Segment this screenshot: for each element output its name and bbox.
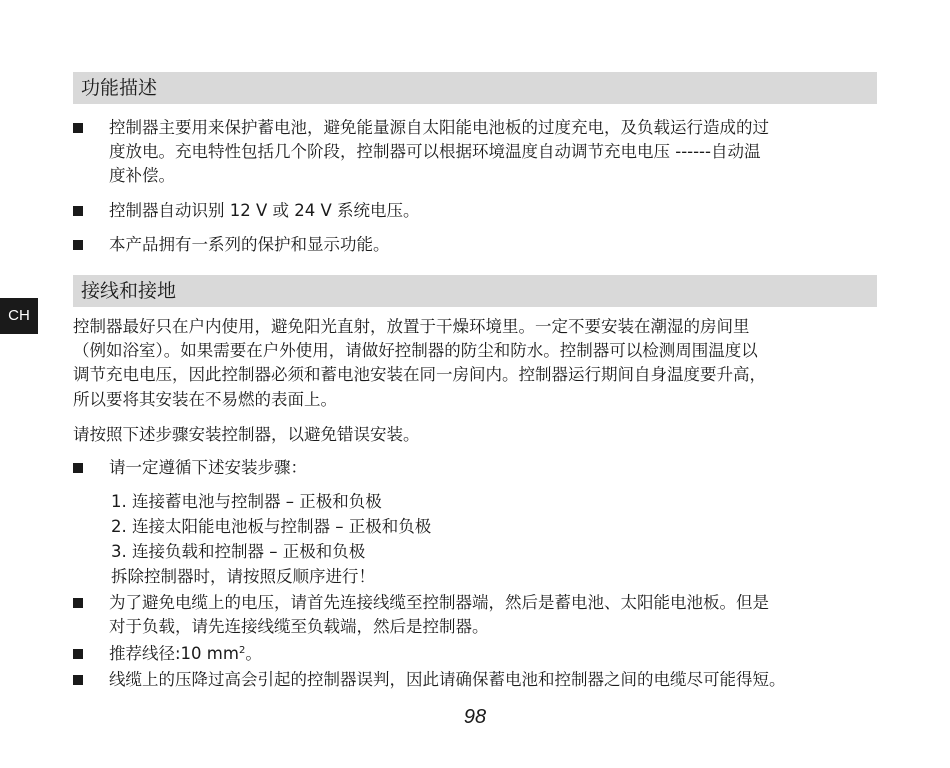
text-line: 所以要将其安装在不易燃的表面上。 (73, 390, 337, 409)
install-step: 2. 连接太阳能电池板与控制器 – 正极和负极 (111, 517, 432, 536)
text-line (109, 642, 262, 666)
text-line: 度补偿。 (109, 166, 175, 185)
bullet-marker (73, 206, 83, 216)
bullet-marker (73, 598, 83, 608)
text-line: 控制器自动识别 12 V 或 24 V 系统电压。 (109, 201, 420, 220)
text-line: 请一定遵循下述安装步骤： (109, 458, 307, 477)
bullet-marker (73, 675, 83, 685)
language-tab: CH (0, 298, 38, 334)
page-number: 98 (463, 706, 487, 728)
text-line: 控制器最好只在户内使用，避免阳光直射，放置于干燥环境里。一定不要安装在潮湿的房间里 (73, 317, 750, 336)
install-step: 1. 连接蓄电池与控制器 – 正极和负极 (111, 492, 382, 511)
section-header-function: 功能描述 (73, 72, 877, 104)
text-line: （例如浴室）。如果需要在户外使用，请做好控制器的防尘和防水。控制器可以检测周围温度以 (73, 341, 758, 360)
text-line: 线缆上的压降过高会引起的控制器误判，因此请确保蓄电池和控制器之间的电缆尽可能得短。 (109, 670, 786, 689)
text-line: 本产品拥有一系列的保护和显示功能。 (109, 235, 390, 254)
bullet-marker (73, 240, 83, 250)
text-line: 为了避免电缆上的电压，请首先连接线缆至控制器端，然后是蓄电池、太阳能电池板。但是 (109, 593, 769, 612)
removal-note: 拆除控制器时，请按照反顺序进行！ (111, 567, 375, 586)
bullet-marker (73, 463, 83, 473)
section-header-wiring: 接线和接地 (73, 275, 877, 307)
text-line: 调节充电电压，因此控制器必须和蓄电池安装在同一房间内。控制器运行期间自身温度要升高， (73, 365, 766, 384)
bullet-marker (73, 123, 83, 133)
punctuation: 。 (245, 644, 262, 663)
text-line: 请按照下述步骤安装控制器，以避免错误安装。 (73, 425, 420, 444)
wire-gauge-text: 推荐线径:10 mm (109, 644, 239, 663)
install-step: 3. 连接负载和控制器 – 正极和负极 (111, 542, 366, 561)
text-line: 控制器主要用来保护蓄电池，避免能量源自太阳能电池板的过度充电，及负载运行造成的过 (109, 118, 769, 137)
superscript: 2 (238, 645, 246, 656)
bullet-marker (73, 649, 83, 659)
text-line: 度放电。充电特性包括几个阶段，控制器可以根据环境温度自动调节充电电压 ------自动温 (109, 142, 761, 161)
text-line: 对于负载，请先连接线缆至负载端，然后是控制器。 (109, 617, 489, 636)
